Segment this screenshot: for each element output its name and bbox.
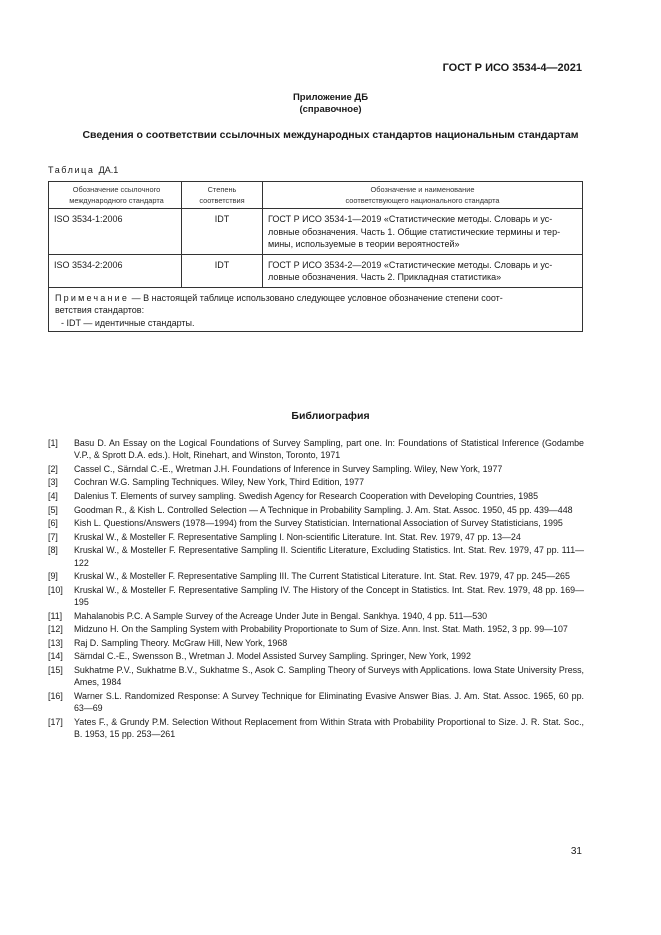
note-label: Примечание	[55, 292, 130, 303]
bibliography-entry-text: Raj D. Sampling Theory. McGraw Hill, New York, 1968	[74, 637, 288, 648]
table-row	[49, 254, 583, 287]
bibliography-entry-number: [7]	[48, 531, 58, 542]
header-national: Обозначение и наименование соответствующего национального стандарта	[263, 182, 583, 209]
bibliography-entry-text: Kruskal W., & Mosteller F. Representative Sampling III. The Current Statistical Literature. Int. Stat. Rev. 1979, 47 pp. 245—265	[74, 571, 570, 582]
bibliography-entry-number: [15]	[48, 664, 63, 675]
note-line-3: - IDT — идентичные стандарты.	[61, 317, 195, 328]
bibliography-entry-text: Mahalanobis P.C. A Sample Survey of the Acreage Under Jute in Bengal. Sankhya. 1940, 4 pp. 511—530	[74, 610, 488, 621]
table-caption	[48, 165, 118, 175]
bibliography-entry-number: [2]	[48, 463, 58, 474]
annex-title: Приложение ДБ	[292, 92, 369, 103]
bibliography-entry-number: [13]	[48, 637, 63, 648]
bibliography-entry-text: Särndal C.-E., Swensson B., Wretman J. Model Assisted Survey Sampling. Springer, New York, 1992	[74, 651, 471, 662]
bibliography-entry-text: Cochran W.G. Sampling Techniques. Wiley, New York, Third Edition, 1977	[74, 477, 365, 488]
bibliography-entry	[48, 570, 584, 582]
bibliography-entry-text: Kish L. Questions/Answers (1978—1994) from the Survey Statistician. International Association of Survey Statisticians, 1995	[74, 518, 563, 529]
bibliography-entry	[48, 490, 584, 502]
table-note-row	[49, 287, 583, 332]
bibliography-entry	[48, 463, 584, 475]
bibliography-entry-number: [8]	[48, 545, 58, 556]
bibliography-entry-text: Goodman R., & Kish L. Controlled Selection — A Technique in Probability Sampling. J. Am. Stat. Assoc. 1950, 45 pp. 439—448	[74, 504, 573, 515]
cell-national: ГОСТ Р ИСО 3534-2—2019 «Статистические методы. Словарь и ус- ловные обозначения. Часть 2. Прикладная статистика»	[263, 254, 583, 287]
cell-degree: IDT	[182, 209, 263, 255]
bibliography-entry	[48, 504, 584, 516]
bibliography-entry	[48, 664, 584, 688]
bibliography-entry-text: Sukhatme P.V., Sukhatme B.V., Sukhatme S., Asok C. Sampling Theory of Surveys with Applications. Iowa State University Press, Ames, 1984	[74, 664, 584, 688]
bibliography-entry-text: Cassel C., Särndal C.-E., Wretman J.H. Foundations of Inference in Survey Sampling. Wiley, New York, 1977	[74, 463, 503, 474]
cell-code: ISO 3534-1:2006	[49, 209, 182, 255]
page-number: 31	[570, 846, 582, 857]
bibliography-entry	[48, 610, 584, 622]
bibliography-entry-text: Kruskal W., & Mosteller F. Representative Sampling I. Non-scientific Literature. Int. Stat. Rev. 1979, 47 pp. 13—24	[74, 531, 521, 542]
bibliography-entry-text: Midzuno H. On the Sampling System with Probability Proportionate to Sum of Size. Ann. Inst. Stat. Math. 1952, 3 pp. 99—107	[74, 624, 568, 635]
bibliography-entry-number: [1]	[48, 438, 58, 448]
table-note	[49, 287, 583, 332]
bibliography-entry-text: Basu D. An Essay on the Logical Foundations of Survey Sampling, part one. In: Foundations of Statistical Inference (Godambe V.P., & Sprott D.A. eds.). Holt, Rinehart, and Winston, Toronto, 1971	[74, 438, 584, 461]
bibliography-entry-number: [5]	[48, 504, 58, 515]
header-degree: Степень соответствия	[182, 182, 263, 209]
table-row	[49, 209, 583, 255]
bibliography-entry	[48, 716, 584, 740]
bibliography-entry	[48, 637, 584, 649]
header-code: Обозначение ссылочного международного стандарта	[49, 182, 182, 209]
cell-degree: IDT	[182, 254, 263, 287]
cell-code: ISO 3534-2:2006	[49, 254, 182, 287]
cell-national: ГОСТ Р ИСО 3534-1—2019 «Статистические методы. Словарь и ус- ловные обозначения. Часть 1. Общие статистические термины и тер- мины, используемые в теории вероятностей»	[263, 209, 583, 255]
note-line-2: ветствия стандартов:	[55, 305, 145, 315]
bibliography-entry-text: Kruskal W., & Mosteller F. Representative Sampling II. Scientific Literature, Excluding Statistics. Int. Stat. Rev. 1979, 47 pp. 111—122	[74, 545, 584, 568]
bibliography-entry	[48, 517, 584, 529]
document-id: ГОСТ Р ИСО 3534-4—2021	[442, 62, 582, 74]
bibliography-entry-text: Warner S.L. Randomized Response: A Survey Technique for Eliminating Evasive Answer Bias. J. Am. Stat. Assoc. 1965, 60 pp. 63—69	[74, 690, 584, 713]
bibliography-entry-number: [4]	[48, 490, 58, 501]
bibliography-entry-number: [3]	[48, 477, 58, 488]
table-caption-number: ДА.1	[98, 165, 119, 175]
bibliography-entry-number: [12]	[48, 624, 63, 635]
bibliography-entry-number: [6]	[48, 518, 58, 529]
bibliography-title: Библиография	[291, 410, 370, 422]
bibliography-entry-number: [9]	[48, 571, 58, 582]
standards-table	[48, 181, 583, 332]
bibliography-entry-number: [17]	[48, 716, 63, 727]
table-header-row	[49, 182, 583, 209]
bibliography-entry-number: [11]	[48, 610, 63, 621]
table-caption-word: Таблица	[48, 165, 95, 175]
annex-subtitle: (справочное)	[299, 104, 362, 115]
bibliography-entry-text: Dalenius T. Elements of survey sampling. Swedish Agency for Research Cooperation with Developing Countries, 1985	[74, 490, 539, 501]
bibliography-entry-text: Kruskal W., & Mosteller F. Representative Sampling IV. The History of the Concept in Statistics. Int. Stat. Rev. 1979, 48 pp. 169—195	[74, 584, 584, 607]
bibliography-entry	[48, 584, 584, 608]
section-title: Сведения о соответствии ссылочных международных стандартов национальным стандартам	[82, 129, 579, 141]
bibliography-entry-number: [14]	[48, 651, 63, 662]
bibliography-entry	[48, 650, 584, 662]
bibliography-entry	[48, 531, 584, 543]
bibliography-list	[48, 437, 584, 741]
bibliography-entry-number: [16]	[48, 690, 63, 701]
bibliography-entry	[48, 476, 584, 488]
bibliography-entry-text: Yates F., & Grundy P.M. Selection Without Replacement from Within Strata with Probability Proportional to Size. J. R. Stat. Soc., B. 1953, 15 pp. 253—261	[74, 716, 584, 739]
bibliography-entry	[48, 544, 584, 568]
bibliography-entry-number: [10]	[48, 584, 63, 595]
note-line-1: — В настоящей таблице использовано следующее условное обозначение степени соот-	[129, 292, 503, 303]
bibliography-entry	[48, 623, 584, 635]
bibliography-entry	[48, 437, 584, 461]
bibliography-entry	[48, 690, 584, 714]
